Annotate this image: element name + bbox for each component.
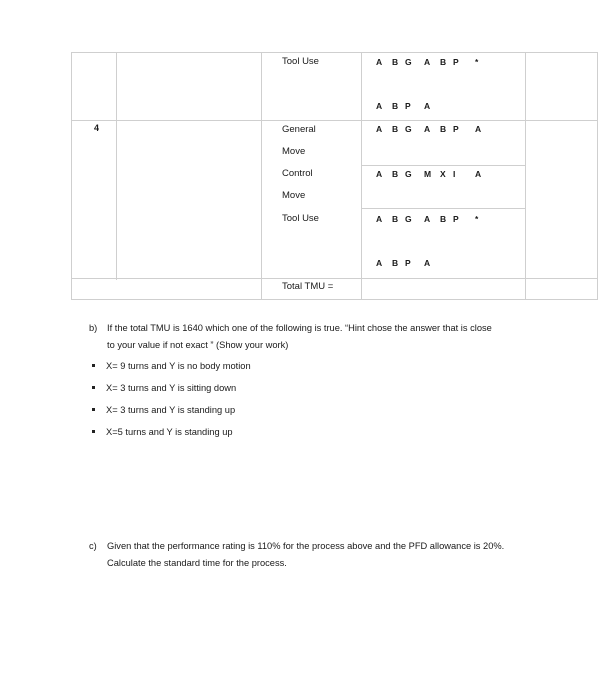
sequence-letter: G bbox=[405, 214, 412, 224]
bullet-icon bbox=[92, 364, 95, 367]
sequence-letter: G bbox=[405, 169, 412, 179]
question-c bbox=[89, 538, 589, 572]
sequence-letter: I bbox=[453, 169, 456, 179]
sequence-letter: A bbox=[376, 57, 383, 67]
option-1-text: X= 9 turns and Y is no body motion bbox=[106, 361, 251, 371]
sequence-letter: A bbox=[475, 124, 482, 134]
sequence-letter: P bbox=[453, 214, 459, 224]
question-b bbox=[89, 320, 589, 354]
sequence-letter: A bbox=[376, 258, 383, 268]
sequence-letter: X bbox=[440, 169, 446, 179]
option-2 bbox=[92, 383, 236, 393]
sequence-letter: B bbox=[392, 258, 399, 268]
question-b-line-2: to your value if not exact ” (Show your work) bbox=[107, 340, 289, 350]
table-row-divider-4 bbox=[71, 278, 598, 279]
sequence-letter: P bbox=[405, 258, 411, 268]
question-b-label: b) bbox=[89, 323, 98, 333]
cell-total-tmu: Total TMU = bbox=[282, 281, 334, 292]
table-border-right bbox=[597, 52, 598, 300]
sequence-letter: * bbox=[475, 57, 479, 67]
option-3-text: X= 3 turns and Y is standing up bbox=[106, 405, 236, 415]
cell-general: General bbox=[282, 124, 316, 135]
question-c-line-2: Calculate the standard time for the process. bbox=[107, 558, 287, 568]
sequence-letter: A bbox=[475, 169, 482, 179]
table-row-divider-2 bbox=[361, 165, 525, 166]
cell-move-1: Move bbox=[282, 146, 306, 157]
sequence-letter: B bbox=[440, 214, 447, 224]
table-border-top bbox=[71, 52, 598, 53]
cell-move-2: Move bbox=[282, 190, 306, 201]
sequence-4b bbox=[376, 258, 432, 268]
sequence-letter: B bbox=[392, 57, 399, 67]
question-c-line-1: Given that the performance rating is 110% for the process above and the PFD allowance is 20%. bbox=[107, 541, 505, 551]
row-number: 4 bbox=[94, 123, 100, 133]
table-col-divider-3 bbox=[361, 52, 362, 300]
sequence-letter: A bbox=[376, 214, 383, 224]
sequence-letter: B bbox=[440, 124, 447, 134]
option-3 bbox=[92, 405, 235, 415]
sequence-letter: A bbox=[376, 101, 383, 111]
sequence-letter: * bbox=[475, 214, 479, 224]
sequence-letter: P bbox=[453, 124, 459, 134]
cell-tool-use-2: Tool Use bbox=[282, 213, 319, 224]
sequence-letter: B bbox=[440, 57, 447, 67]
sequence-letter: A bbox=[424, 214, 431, 224]
sequence-letter: A bbox=[424, 124, 431, 134]
table-row-divider-3 bbox=[361, 208, 525, 209]
sequence-letter: A bbox=[376, 169, 383, 179]
bullet-icon bbox=[92, 408, 95, 411]
sequence-letter: A bbox=[424, 57, 431, 67]
sequence-letter: P bbox=[453, 57, 459, 67]
table-col-divider-2 bbox=[261, 52, 262, 300]
table-border-left bbox=[71, 52, 72, 300]
sequence-letter: P bbox=[405, 101, 411, 111]
sequence-letter: B bbox=[392, 101, 399, 111]
sequence-letter: G bbox=[405, 57, 412, 67]
option-4-text: X=5 turns and Y is standing up bbox=[106, 427, 233, 437]
option-2-text: X= 3 turns and Y is sitting down bbox=[106, 383, 237, 393]
cell-tool-use-1: Tool Use bbox=[282, 56, 319, 67]
sequence-1b bbox=[376, 101, 432, 111]
sequence-letter: M bbox=[424, 169, 432, 179]
question-b-line-1: If the total TMU is 1640 which one of the following is true. “Hint chose the answer that is close bbox=[107, 323, 492, 333]
sequence-2 bbox=[376, 124, 483, 134]
sequence-letter: B bbox=[392, 124, 399, 134]
cell-control: Control bbox=[282, 168, 313, 179]
table-row-divider-1 bbox=[71, 120, 598, 121]
table-border-bottom bbox=[71, 299, 598, 300]
bullet-icon bbox=[92, 430, 95, 433]
sequence-letter: B bbox=[392, 169, 399, 179]
option-4 bbox=[92, 427, 233, 437]
sequence-3 bbox=[376, 169, 483, 179]
sequence-letter: B bbox=[392, 214, 399, 224]
sequence-letter: A bbox=[376, 124, 383, 134]
sequence-letter: A bbox=[424, 101, 431, 111]
table-col-divider-1 bbox=[116, 52, 117, 280]
sequence-1a bbox=[376, 57, 483, 67]
option-1 bbox=[92, 361, 251, 371]
sequence-4a bbox=[376, 214, 483, 224]
question-c-label: c) bbox=[89, 541, 97, 551]
sequence-letter: A bbox=[424, 258, 431, 268]
table-col-divider-4 bbox=[525, 52, 526, 300]
bullet-icon bbox=[92, 386, 95, 389]
sequence-letter: G bbox=[405, 124, 412, 134]
